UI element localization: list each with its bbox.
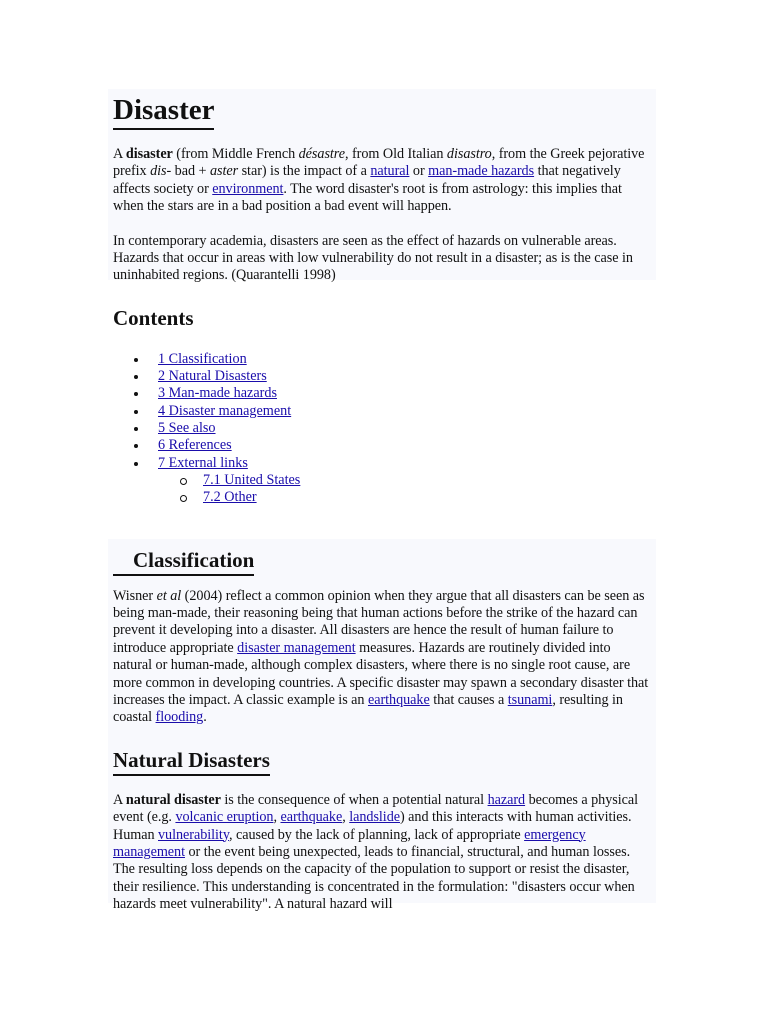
- text: that negatively affects society or: [113, 163, 621, 197]
- toc-link-classification[interactable]: 1 Classification: [158, 350, 247, 367]
- text: star) is the impact of a: [238, 163, 371, 180]
- toc-item: [113, 437, 653, 454]
- toc-item: [113, 420, 653, 437]
- classification-heading: [113, 547, 254, 576]
- link-flooding[interactable]: flooding: [155, 709, 204, 726]
- toc-link-united-states[interactable]: 7.1 United States: [203, 471, 301, 488]
- text: A: [113, 791, 126, 808]
- natural-disasters-paragraph: [113, 792, 653, 914]
- text: A: [113, 146, 126, 162]
- text: ) and this interacts with human activities. Human: [113, 809, 632, 843]
- toc-link-external-links[interactable]: 7 External links: [158, 454, 248, 471]
- natural-heading-wrap: [113, 747, 653, 776]
- text: ,: [273, 809, 281, 826]
- classification-heading-text: Classification: [133, 547, 255, 572]
- link-emergency-management[interactable]: emergency management: [113, 826, 586, 860]
- word-desastre: désastre: [298, 146, 346, 162]
- text: or: [409, 163, 429, 180]
- word-dis: dis-: [150, 163, 172, 180]
- text: bad +: [171, 163, 210, 180]
- link-earthquake-2[interactable]: earthquake: [280, 809, 343, 826]
- table-of-contents: [113, 351, 653, 507]
- article-content: [113, 89, 653, 914]
- text: (2004) reflect a common opinion when they argue that all disasters can be seen as being man-made, their reasoning being that human actions before the strike of the hazard can prevent it developing into a disaster. All disasters are hence the result of human failure to introduce appropriate: [113, 587, 645, 656]
- text: (from Middle French: [172, 146, 299, 162]
- link-vulnerability[interactable]: vulnerability: [158, 826, 229, 843]
- link-disaster-management[interactable]: disaster management: [237, 639, 356, 656]
- toc-link-references[interactable]: 6 References: [158, 437, 232, 454]
- text: , from Old Italian: [345, 146, 447, 162]
- toc-heading: Contents: [113, 305, 194, 330]
- text: ,: [342, 809, 350, 826]
- link-landslide[interactable]: landslide: [349, 809, 400, 826]
- toc-link-natural-disasters[interactable]: 2 Natural Disasters: [158, 368, 267, 385]
- text: measures. Hazards are routinely divided into natural or human-made, although complex disasters, where there is no single root cause, are more common in developing countries. A specific disaster may spawn a secondary disaster that increases the impact. A classic example is an: [113, 639, 649, 708]
- text: .: [203, 709, 207, 726]
- toc-item: [113, 403, 653, 420]
- toc-subitem: [113, 489, 653, 506]
- classification-paragraph: [113, 588, 653, 727]
- toc-link-other[interactable]: 7.2 Other: [203, 489, 257, 506]
- toc-link-see-also[interactable]: 5 See also: [158, 420, 216, 437]
- classification-heading-wrap: [113, 547, 653, 576]
- link-natural[interactable]: natural: [370, 163, 410, 180]
- link-earthquake[interactable]: earthquake: [367, 691, 430, 708]
- et-al: et al: [156, 587, 182, 604]
- text: is the consequence of when a potential natural: [220, 791, 488, 808]
- natural-disasters-heading: Natural Disasters: [113, 747, 270, 776]
- link-tsunami[interactable]: tsunami: [507, 691, 553, 708]
- link-man-made-hazards[interactable]: man-made hazards: [428, 163, 535, 180]
- academia-paragraph: In contemporary academia, disasters are seen as the effect of hazards on vulnerable areas. Hazards that occur in areas with low vulnerability do not result in a disaster; as is the case in uninhabited regions. (Quarantelli 1998): [113, 232, 633, 284]
- toc-link-disaster-management[interactable]: 4 Disaster management: [158, 402, 292, 419]
- toc-item: [113, 351, 653, 368]
- text: becomes a physical event (e.g.: [113, 791, 638, 826]
- term-natural-disaster: natural disaster: [125, 791, 221, 808]
- text: , resulting in coastal: [113, 691, 623, 726]
- text: . The word disaster's root is from astrology: this implies that when the stars are in a bad position a bad event will happen.: [113, 180, 622, 215]
- term-disaster: disaster: [125, 146, 173, 162]
- page-title: Disaster: [113, 89, 214, 130]
- word-aster: aster: [209, 163, 239, 180]
- text: or the event being unexpected, leads to financial, structural, and human losses. The resulting loss depends on the capacity of the population to support or resist the disaster, their resilience. This understanding is concentrated in the formulation: "disasters occur when hazards meet vulnerability". A natural hazard will: [113, 843, 635, 913]
- word-disastro: disastro: [446, 146, 492, 162]
- text: Wisner: [113, 587, 157, 604]
- toc-item: [113, 455, 653, 472]
- text: , from the Greek pejorative prefix: [113, 146, 645, 180]
- intro-paragraph: [113, 146, 653, 216]
- link-volcanic-eruption[interactable]: volcanic eruption: [175, 809, 274, 826]
- toc-item: [113, 385, 653, 402]
- toc-link-man-made-hazards[interactable]: 3 Man-made hazards: [158, 385, 277, 402]
- link-hazard[interactable]: hazard: [487, 791, 526, 808]
- toc-item: [113, 368, 653, 385]
- text: that causes a: [429, 691, 508, 708]
- toc-subitem: [113, 472, 653, 489]
- text: , caused by the lack of planning, lack of appropriate: [228, 826, 525, 843]
- link-environment[interactable]: environment: [212, 180, 284, 197]
